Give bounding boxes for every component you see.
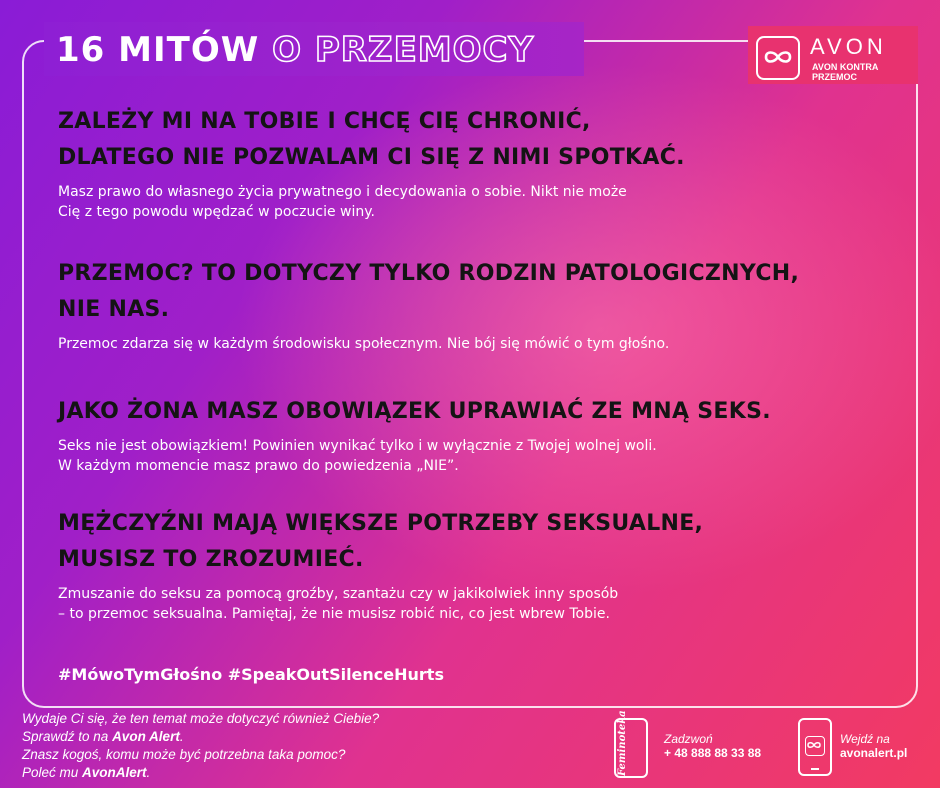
myth-heading: ZALEŻY MI NA TOBIE I CHCĘ CIĘ CHRONIĆ, DLATEGO NIE POZWALAM CI SIĘ Z NIMI SPOTKAĆ. (58, 109, 685, 170)
title-part1: 16 MITÓW (56, 30, 260, 70)
infinity-icon (806, 740, 822, 750)
myth-3 (58, 394, 771, 476)
avonalert-link[interactable]: AvonAlert (82, 765, 147, 780)
hashtags: #MówoTymGłośno #SpeakOutSilenceHurts (58, 665, 444, 684)
phone-button (811, 768, 819, 770)
myth-heading: PRZEMOC? TO DOTYCZY TYLKO RODZIN PATOLOGICZNYCH, NIE NAS. (58, 261, 800, 322)
title-part2: O PRZEMOCY (272, 30, 535, 70)
myth-body: Seks nie jest obowiązkiem! Powinien wynikać tylko i w wyłącznie z Twojej wolnej woli. W każdym momencie masz prawo do powiedzenia „NIE”. (58, 438, 657, 474)
myth-heading: MĘŻCZYŹNI MAJĄ WIĘKSZE POTRZEBY SEKSUALNE, MUSISZ TO ZROZUMIEĆ. (58, 511, 704, 572)
phone-number[interactable]: + 48 888 88 33 88 (664, 746, 762, 760)
myth-body: Masz prawo do własnego życia prywatnego i decydowania o sobie. Nikt nie może Cię z tego powodu wpędzać w poczucie winy. (58, 184, 627, 220)
phone-icon (798, 718, 832, 776)
page-title (56, 30, 534, 70)
avon-alert-link[interactable]: Avon Alert (112, 729, 180, 744)
call-contact[interactable] (664, 732, 761, 760)
footer-text: Wydaje Ci się, że ten temat może dotyczyć również Ciebie? Sprawdź to na Avon Alert. Znasz kogoś, komu może być potrzebna taka pomoc? Poleć mu AvonAlert. (22, 711, 380, 780)
website-link[interactable]: avonalert.pl (840, 746, 908, 760)
myth-4 (58, 506, 703, 624)
myth-body: Zmuszanie do seksu za pomocą groźby, szantażu czy w jakikolwiek inny sposób – to przemoc seksualna. Pamiętaj, że nie musisz robić nic, co jest wbrew Tobie. (58, 586, 619, 622)
call-label: Zadzwoń (664, 732, 713, 746)
myth-heading: JAKO ŻONA MASZ OBOWIĄZEK UPRAWIAĆ ZE MNĄ SEKS. (58, 399, 771, 424)
avon-logo (756, 36, 800, 80)
logo-subtitle: AVON KONTRA PRZEMOC (812, 62, 878, 82)
myth-body: Przemoc zdarza się w każdym środowisku społecznym. Nie bój się mówić o tym głośno. (58, 336, 670, 352)
web-label: Wejdź na (840, 732, 890, 746)
myth-1 (58, 104, 685, 222)
infinity-icon (762, 48, 794, 66)
feminoteka-logo: Feminoteka (614, 718, 648, 778)
phone-screen (805, 736, 825, 756)
logo-word: AVON (810, 34, 887, 59)
myth-2 (58, 256, 799, 354)
web-contact[interactable] (840, 732, 907, 760)
